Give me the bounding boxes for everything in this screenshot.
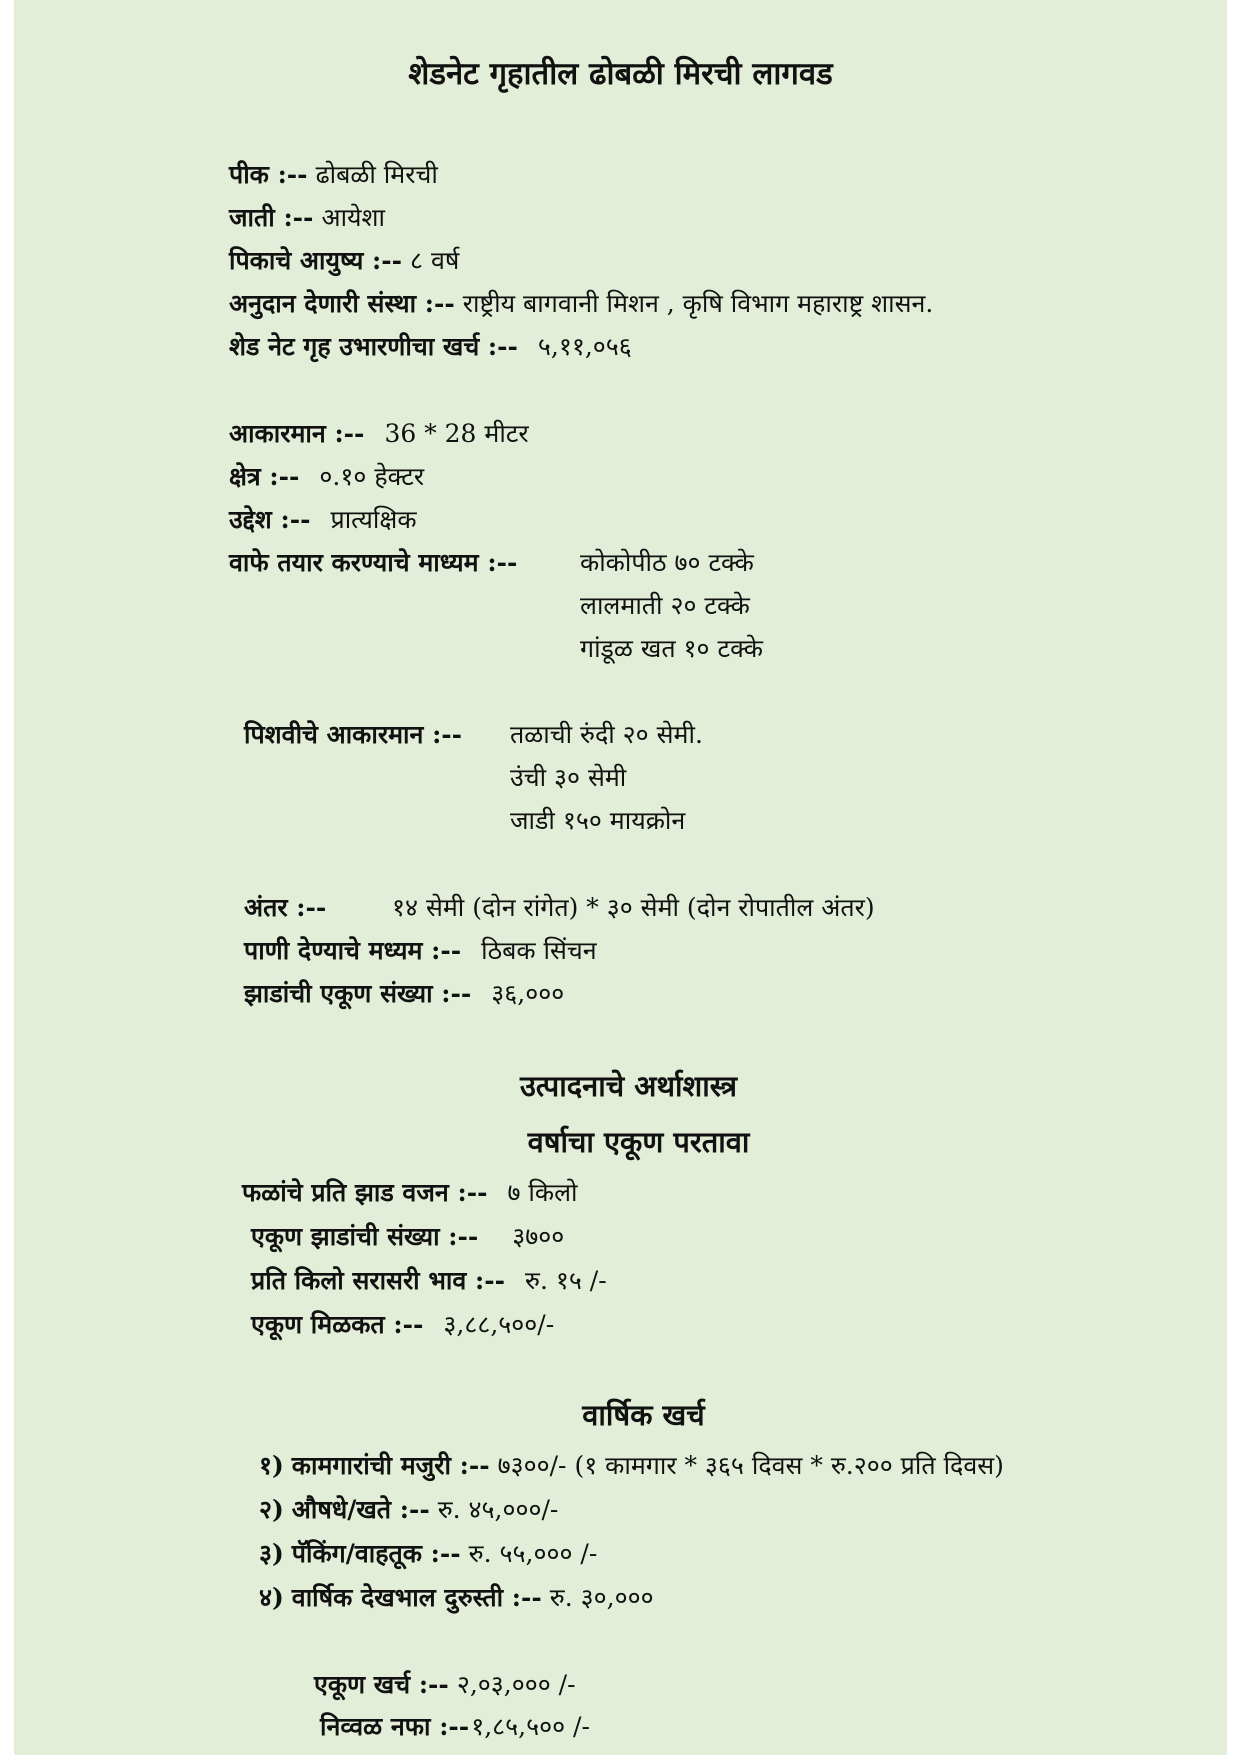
expense-value: रु. ४५,०००/- xyxy=(437,1495,559,1524)
variety-row xyxy=(229,201,385,235)
expense-value: ७३००/- (१ कामगार * ३६५ दिवस * रु.२०० प्रति दिवस) xyxy=(497,1451,1004,1480)
economics-subheading: वर्षाचा एकूण परतावा xyxy=(527,1125,750,1159)
size-label: आकारमान :-- xyxy=(229,419,365,448)
income-label: एकूण मिळकत :-- xyxy=(251,1310,424,1339)
water-row xyxy=(244,934,597,968)
bag-label: पिशवीचे आकारमान :-- xyxy=(244,720,463,749)
price-row xyxy=(251,1264,607,1298)
crop-row xyxy=(229,158,438,192)
price-label: प्रति किलो सरासरी भाव :-- xyxy=(251,1266,505,1295)
area-value: ०.१० हेक्टर xyxy=(319,462,425,491)
lifespan-row xyxy=(229,244,459,278)
page-title: शेडनेट गृहातील ढोबळी मिरची लागवड xyxy=(408,56,833,92)
expense-row xyxy=(259,1449,1004,1483)
variety-label: जाती :-- xyxy=(229,203,314,232)
bag-item: तळाची रुंदी २० सेमी. xyxy=(510,720,703,749)
expense-value: रु. ३०,००० xyxy=(549,1583,654,1612)
net-profit-value: १,८५,५०० /- xyxy=(471,1712,590,1741)
medium-item: लालमाती २० टक्के xyxy=(580,591,750,620)
count-label: एकूण झाडांची संख्या :-- xyxy=(251,1222,479,1251)
net-profit-label: निव्वळ नफा :-- xyxy=(320,1712,470,1741)
total-expense-value: २,०३,००० /- xyxy=(456,1670,576,1699)
expense-label: औषधे/खते :-- xyxy=(291,1495,430,1524)
bag-item: उंची ३० सेमी xyxy=(510,763,627,792)
plants-value: ३६,००० xyxy=(491,979,565,1008)
yield-row xyxy=(242,1176,578,1210)
count-row xyxy=(251,1220,564,1254)
subsidy-label: अनुदान देणारी संस्था :-- xyxy=(229,289,455,318)
cost-row xyxy=(229,330,632,364)
water-label: पाणी देण्याचे मध्यम :-- xyxy=(244,936,462,965)
income-value: ३,८८,५००/- xyxy=(443,1310,555,1339)
expense-num: ३) xyxy=(259,1539,284,1568)
size-value: 36 * 28 मीटर xyxy=(384,419,529,448)
medium-item: कोकोपीठ ७० टक्के xyxy=(580,548,754,577)
lifespan-label: पिकाचे आयुष्य :-- xyxy=(229,246,403,275)
expense-num: ४) xyxy=(259,1583,284,1612)
plants-label: झाडांची एकूण संख्या :-- xyxy=(244,979,472,1008)
cost-value: ५,११,०५६ xyxy=(537,332,632,361)
spacing-value: १४ सेमी (दोन रांगेत) * ३० सेमी (दोन रोपातील अंतर) xyxy=(392,893,875,922)
count-value: ३७०० xyxy=(512,1222,565,1251)
economics-heading: उत्पादनाचे अर्थाशास्त्र xyxy=(519,1069,738,1103)
lifespan-value: ८ वर्ष xyxy=(410,246,460,275)
expenses-heading: वार्षिक खर्च xyxy=(582,1398,705,1432)
expense-row xyxy=(259,1493,558,1527)
expense-label: कामगारांची मजुरी :-- xyxy=(291,1451,490,1480)
expense-num: १) xyxy=(259,1451,284,1480)
net-profit-row xyxy=(320,1710,590,1744)
yield-label: फळांचे प्रति झाड वजन :-- xyxy=(242,1178,488,1207)
crop-label: पीक :-- xyxy=(229,160,308,189)
water-value: ठिबक सिंचन xyxy=(481,936,597,965)
crop-value: ढोबळी मिरची xyxy=(315,160,438,189)
income-row xyxy=(251,1308,554,1342)
expense-num: २) xyxy=(259,1495,284,1524)
total-expense-row xyxy=(314,1668,576,1702)
purpose-label: उद्देश :-- xyxy=(229,505,311,534)
expense-label: पॅकिंग/वाहतूक :-- xyxy=(291,1539,461,1568)
area-row xyxy=(229,460,424,494)
subsidy-value: राष्ट्रीय बागवानी मिशन , कृषि विभाग महाराष्ट्र शासन. xyxy=(462,289,934,318)
expense-label: वार्षिक देखभाल दुरुस्ती :-- xyxy=(291,1583,542,1612)
document-page xyxy=(14,0,1227,1755)
yield-value: ७ किलो xyxy=(507,1178,578,1207)
area-label: क्षेत्र :-- xyxy=(229,462,300,491)
bag-item: जाडी १५० मायक्रोन xyxy=(510,806,686,835)
total-expense-label: एकूण खर्च :-- xyxy=(314,1670,449,1699)
expense-row xyxy=(259,1581,654,1615)
price-value: रु. १५ /- xyxy=(525,1266,607,1295)
variety-value: आयेशा xyxy=(321,203,385,232)
purpose-value: प्रात्यक्षिक xyxy=(330,505,417,534)
expense-row xyxy=(259,1537,597,1571)
plants-row xyxy=(244,977,564,1011)
medium-item: गांडूळ खत १० टक्के xyxy=(580,634,763,663)
cost-label: शेड नेट गृह उभारणीचा खर्च :-- xyxy=(229,332,518,361)
size-row xyxy=(229,417,529,451)
spacing-label: अंतर :-- xyxy=(244,893,327,922)
subsidy-row xyxy=(229,287,933,321)
expense-value: रु. ५५,००० /- xyxy=(468,1539,598,1568)
medium-label: वाफे तयार करण्याचे माध्यम :-- xyxy=(229,548,518,577)
purpose-row xyxy=(229,503,417,537)
